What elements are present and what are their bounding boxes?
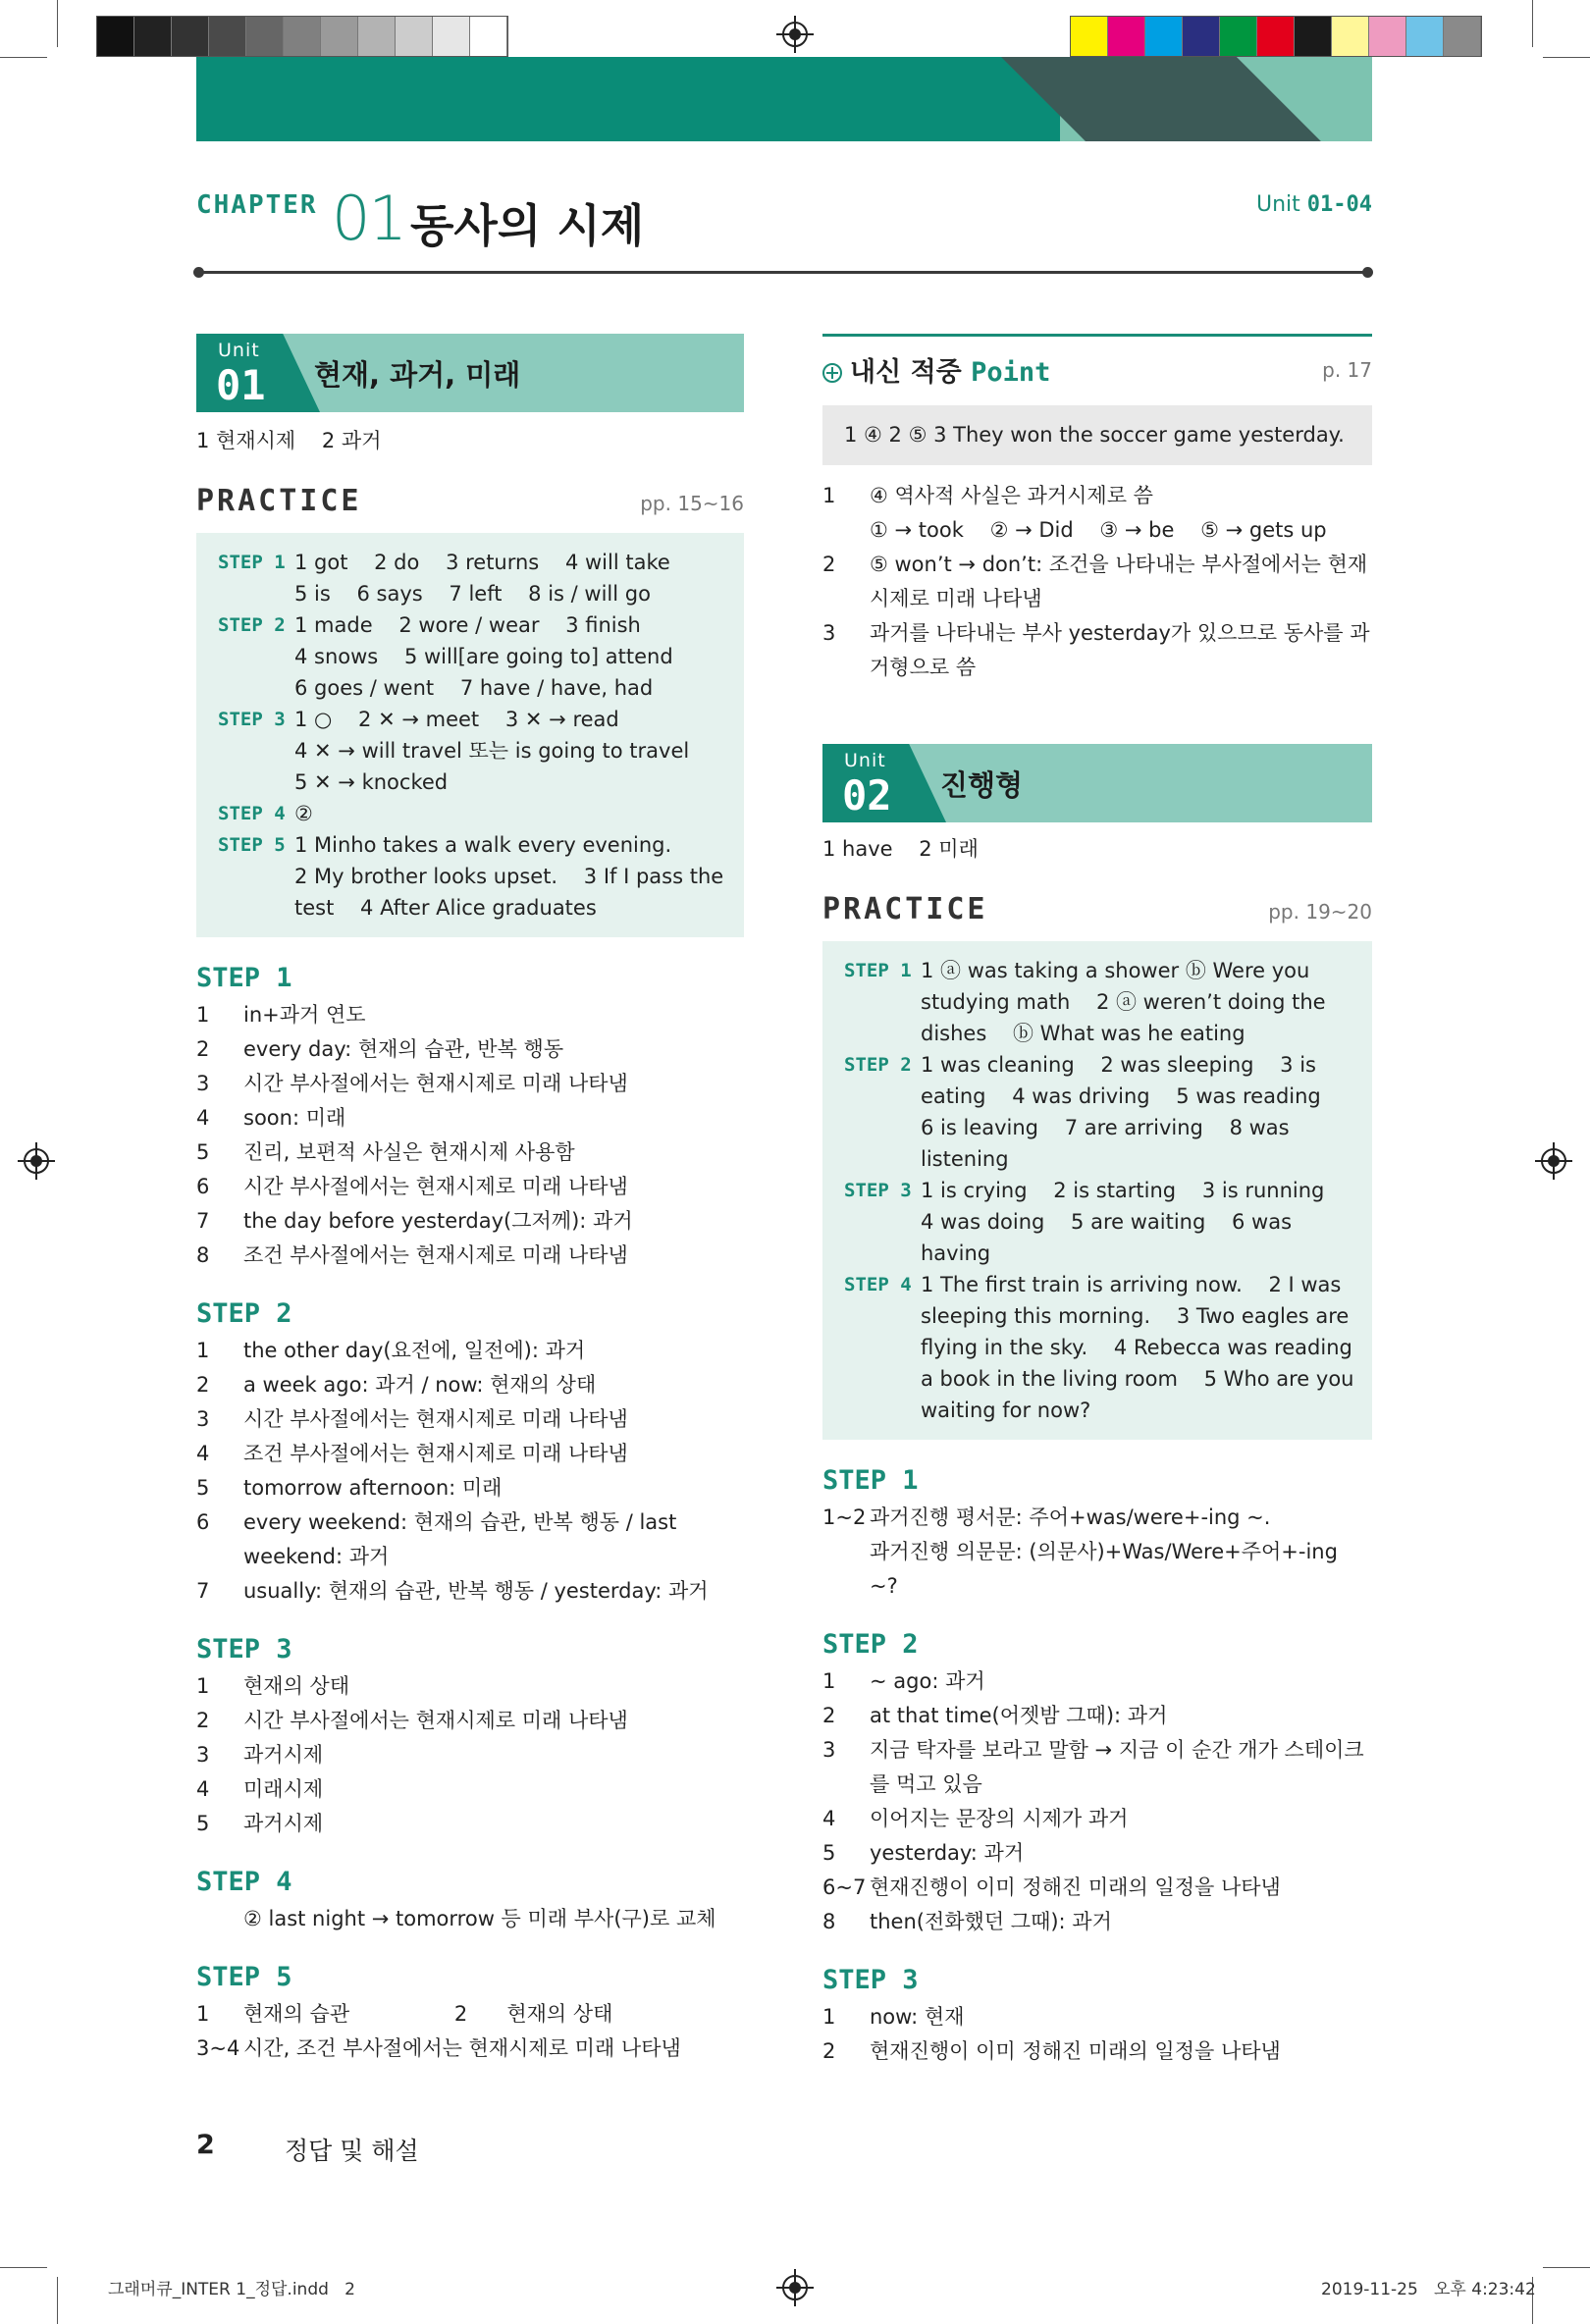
step-heading: STEP 5 <box>196 1962 292 1992</box>
item-text: 시간, 조건 부사절에서는 현재시제로 미래 나타냄 <box>243 2036 681 2060</box>
item-text: 시간 부사절에서는 현재시제로 미래 나타냄 <box>243 1072 628 1095</box>
item-text: 과거진행 의문문: (의문사)+Was/Were+주어+-ing ~? <box>870 1540 1345 1598</box>
chapter-number: 01 <box>332 183 405 254</box>
list-item <box>196 1136 744 1170</box>
color-swatch <box>1257 17 1295 56</box>
item-number: 5 <box>822 1841 836 1865</box>
item-text: then(전화했던 그때): 과거 <box>870 1910 1112 1933</box>
color-swatch <box>396 17 433 56</box>
practice-step <box>844 1175 1351 1269</box>
practice-step <box>844 1049 1351 1175</box>
footer-section: 정답 및 해설 <box>285 2137 419 2165</box>
registration-mark-icon <box>1541 1148 1566 1174</box>
right-column <box>822 334 1372 2069</box>
practice-step <box>218 547 722 609</box>
answer-line: eating 4 was driving 5 was reading <box>921 1084 1321 1108</box>
answer-line: having <box>921 1241 991 1265</box>
point-title-ko: 내신 적중 <box>850 357 962 388</box>
item-number: 8 <box>196 1243 210 1267</box>
answer-line: flying in the sky. 4 Rebecca was reading <box>921 1336 1352 1359</box>
practice-answer-box <box>196 533 744 937</box>
answer-line: 5 is 6 says 7 left 8 is / will go <box>294 582 651 606</box>
step-answers <box>294 609 722 704</box>
answer-line: 1 Minho takes a walk every evening. <box>294 833 672 857</box>
item-text: usually: 현재의 습관, 반복 행동 / yesterday: 과거 <box>243 1579 709 1603</box>
header-band <box>196 57 1372 141</box>
answer-line: 1 is crying 2 is starting 3 is running <box>921 1179 1325 1202</box>
list-item <box>822 479 1372 513</box>
answer-line: 2 My brother looks upset. 3 If I pass the <box>294 865 724 888</box>
color-swatch <box>1369 17 1406 56</box>
point-title-en: Point <box>971 357 1051 388</box>
item-text: a week ago: 과거 / now: 현재의 상태 <box>243 1373 597 1397</box>
color-swatch <box>1444 17 1481 56</box>
answer-line: 1 ○ 2 ✕ → meet 3 ✕ → read <box>294 708 619 731</box>
unit-word: Unit <box>218 340 260 361</box>
answer-line: 1 made 2 wore / wear 3 finish <box>294 613 641 637</box>
unit-intro: 1 현재시제 2 과거 <box>196 429 382 452</box>
item-number: 2 <box>196 1037 210 1061</box>
registration-mark-icon <box>782 22 808 47</box>
step-label: STEP 2 <box>218 614 286 636</box>
color-swatch <box>1071 17 1108 56</box>
step-answers <box>921 1269 1354 1426</box>
color-swatch <box>470 17 507 56</box>
list-item <box>196 1772 744 1807</box>
list-item <box>196 1807 744 1841</box>
item-number: 6 <box>196 1510 210 1534</box>
item-number: 3 <box>196 1743 210 1767</box>
list-item <box>196 1738 744 1772</box>
list-item <box>196 998 744 1032</box>
color-swatch <box>1406 17 1444 56</box>
list-item <box>196 1032 744 1067</box>
item-number: 1 <box>822 484 836 507</box>
color-swatch <box>246 17 284 56</box>
item-number: 8 <box>822 1910 836 1933</box>
item-text: 현재의 습관 2 현재의 상태 <box>243 2002 613 2026</box>
list-item <box>822 616 1372 685</box>
item-text: every day: 현재의 습관, 반복 행동 <box>243 1037 564 1061</box>
point-answer-box: 1 ④ 2 ⑤ 3 They won the soccer game yesterday. <box>822 405 1372 465</box>
item-number: 4 <box>196 1106 210 1130</box>
answer-line: 4 was doing 5 are waiting 6 was <box>921 1210 1293 1234</box>
item-text: ① → took ② → Did ③ → be ⑤ → gets up <box>870 518 1327 542</box>
practice-step <box>844 1269 1354 1426</box>
item-number: 3 <box>822 621 836 645</box>
practice-step <box>218 704 722 798</box>
crop-mark <box>0 57 47 58</box>
color-swatch <box>1295 17 1332 56</box>
explanation-steps <box>196 959 744 2066</box>
list-item <box>196 1402 744 1437</box>
color-swatch <box>1332 17 1369 56</box>
color-swatch <box>209 17 246 56</box>
item-number: 4 <box>822 1807 836 1830</box>
item-text: 현재의 상태 <box>243 1674 350 1698</box>
item-number: 5 <box>196 1140 210 1164</box>
item-number: 5 <box>196 1476 210 1500</box>
unit-range: Unit 01-04 <box>1255 192 1372 217</box>
step-heading: STEP 3 <box>196 1634 292 1664</box>
color-swatch <box>172 17 209 56</box>
item-number <box>822 513 870 548</box>
color-swatch <box>433 17 470 56</box>
unit-02-header <box>822 744 1372 822</box>
item-number <box>822 1535 870 1604</box>
list-item <box>822 1535 1372 1604</box>
list-item <box>822 2000 1372 2034</box>
item-text: 이어지는 문장의 시제가 과거 <box>870 1807 1129 1830</box>
answer-line: test 4 After Alice graduates <box>294 896 597 920</box>
step-heading: STEP 3 <box>822 1965 919 1995</box>
item-text: 조건 부사절에서는 현재시제로 미래 나타냄 <box>243 1442 628 1465</box>
practice-title: PRACTICE <box>196 484 362 518</box>
list-item <box>196 1437 744 1471</box>
item-text: ⑤ won’t → don’t: 조건을 나타내는 부사절에서는 현재시제로 미래 나타냄 <box>870 553 1368 610</box>
list-item <box>822 2034 1372 2069</box>
item-number: 2 <box>822 553 836 576</box>
color-swatch-bar <box>1070 16 1482 57</box>
color-swatch <box>1108 17 1145 56</box>
item-text: 현재진행이 이미 정해진 미래의 일정을 나타냄 <box>870 1875 1281 1899</box>
chapter-title: 동사의 시제 <box>410 199 645 252</box>
point-explanations <box>822 479 1372 685</box>
step-answers <box>294 547 722 609</box>
item-number <box>196 1902 243 1936</box>
step-label: STEP 1 <box>844 960 912 981</box>
list-item <box>196 1204 744 1239</box>
list-item <box>822 513 1372 548</box>
list-item <box>822 1802 1372 1836</box>
item-text: tomorrow afternoon: 미래 <box>243 1476 503 1500</box>
unit-word: Unit <box>844 750 886 771</box>
item-text: 현재진행이 이미 정해진 미래의 일정을 나타냄 <box>870 2039 1281 2063</box>
step-heading: STEP 1 <box>196 963 292 993</box>
item-text: yesterday: 과거 <box>870 1841 1025 1865</box>
item-number: 2 <box>196 1373 210 1397</box>
list-item <box>822 1733 1372 1802</box>
answer-line: listening <box>921 1147 1009 1171</box>
unit-title: 진행형 <box>940 768 1024 802</box>
item-text: every weekend: 현재의 습관, 반복 행동 / last weekend: 과거 <box>243 1510 684 1568</box>
point-header <box>822 334 1372 396</box>
item-number: 2 <box>196 1709 210 1732</box>
left-column <box>196 334 744 2066</box>
color-swatch <box>134 17 172 56</box>
step-answers <box>294 829 723 924</box>
step-heading: STEP 4 <box>196 1867 292 1897</box>
item-text: at that time(어젯밤 그때): 과거 <box>870 1704 1168 1727</box>
list-item <box>196 1471 744 1505</box>
item-number: 3 <box>196 1072 210 1095</box>
list-item <box>822 1905 1372 1939</box>
item-text: 과거시제 <box>243 1743 324 1767</box>
answer-line: waiting for now? <box>921 1399 1091 1422</box>
list-item <box>822 1836 1372 1871</box>
item-number: 6~7 <box>822 1875 867 1899</box>
answer-line: 1 was cleaning 2 was sleeping 3 is <box>921 1053 1316 1077</box>
item-text: 과거를 나타내는 부사 yesterday가 있으므로 동사를 과거형으로 씀 <box>870 621 1370 679</box>
item-number: 7 <box>196 1579 210 1603</box>
crop-mark <box>57 0 58 47</box>
answer-line: dishes ⓑ What was he eating <box>921 1022 1246 1045</box>
point-page: p. 17 <box>1322 358 1372 382</box>
item-number: 1~2 <box>822 1505 867 1529</box>
answer-line: 4 snows 5 will[are going to] attend <box>294 645 673 668</box>
practice-pages: pp. 15~16 <box>640 492 744 515</box>
step-label: STEP 1 <box>218 552 286 573</box>
item-number: 2 <box>822 1704 836 1727</box>
list-item <box>822 1699 1372 1733</box>
answer-line: 5 ✕ → knocked <box>294 770 449 794</box>
explanation-steps <box>822 1461 1372 2069</box>
color-swatch <box>97 17 134 56</box>
item-text: soon: 미래 <box>243 1106 346 1130</box>
list-item <box>196 1170 744 1204</box>
practice-header <box>196 484 744 523</box>
item-number: 1 <box>196 2002 210 2026</box>
answer-line: 4 ✕ → will travel 또는 is going to travel <box>294 739 690 763</box>
header-rule <box>199 271 1367 274</box>
item-number: 1 <box>196 1674 210 1698</box>
list-item <box>822 1501 1372 1535</box>
list-item <box>196 1239 744 1273</box>
registration-mark-icon <box>782 2275 808 2300</box>
step-answers <box>294 798 722 829</box>
crop-mark <box>1532 0 1533 47</box>
step-answers <box>921 955 1351 1049</box>
answer-line: ② <box>294 802 313 825</box>
list-item <box>196 1997 744 2032</box>
print-timestamp: 2019-11-25 오후 4:23:42 <box>1321 2280 1536 2299</box>
item-text: ② last night → tomorrow 등 미래 부사(구)로 교체 <box>243 1907 716 1930</box>
crop-mark <box>1543 2267 1590 2268</box>
color-swatch <box>284 17 321 56</box>
color-swatch <box>1183 17 1220 56</box>
item-text: 과거시제 <box>243 1812 324 1835</box>
unit-title: 현재, 과거, 미래 <box>314 358 521 392</box>
step-label: STEP 5 <box>218 834 286 856</box>
item-number: 6 <box>196 1175 210 1198</box>
practice-answer-box <box>822 941 1372 1440</box>
unit-number: 02 <box>842 771 892 819</box>
answer-line: 6 is leaving 7 are arriving 8 was <box>921 1116 1290 1139</box>
item-number: 1 <box>822 1669 836 1693</box>
crop-mark <box>0 2267 47 2268</box>
list-item <box>822 1871 1372 1905</box>
item-number: 3~4 <box>196 2036 240 2060</box>
item-number: 2 <box>822 2039 836 2063</box>
practice-step <box>218 798 722 829</box>
step-answers <box>921 1175 1351 1269</box>
practice-title: PRACTICE <box>822 892 988 926</box>
crop-mark <box>57 2277 58 2324</box>
item-number: 3 <box>196 1407 210 1431</box>
list-item <box>196 2032 744 2066</box>
step-heading: STEP 2 <box>822 1629 919 1660</box>
registration-mark-icon <box>24 1148 49 1174</box>
item-text: 시간 부사절에서는 현재시제로 미래 나타냄 <box>243 1709 628 1732</box>
answer-line: studying math 2 ⓐ weren’t doing the <box>921 990 1326 1014</box>
color-swatch <box>358 17 396 56</box>
practice-pages: pp. 19~20 <box>1268 900 1372 924</box>
page-number: 2 <box>196 2130 215 2160</box>
list-item <box>196 1334 744 1368</box>
list-item <box>196 1902 744 1936</box>
step-label: STEP 3 <box>844 1180 912 1201</box>
item-text: ④ 역사적 사실은 과거시제로 씀 <box>870 484 1153 507</box>
practice-step <box>218 829 722 924</box>
item-number: 4 <box>196 1777 210 1801</box>
list-item <box>196 1067 744 1101</box>
practice-step <box>844 955 1351 1049</box>
item-number: 1 <box>822 2005 836 2029</box>
item-text: 조건 부사절에서는 현재시제로 미래 나타냄 <box>243 1243 628 1267</box>
step-label: STEP 2 <box>844 1054 912 1076</box>
list-item <box>196 1669 744 1704</box>
chapter-label: CHAPTER <box>196 190 318 220</box>
unit-01-header <box>196 334 744 412</box>
crop-mark <box>1543 57 1590 58</box>
color-swatch <box>321 17 358 56</box>
item-text: the other day(요전에, 일전에): 과거 <box>243 1339 586 1362</box>
step-label: STEP 4 <box>218 803 286 824</box>
color-swatch <box>1145 17 1183 56</box>
step-label: STEP 4 <box>844 1274 912 1295</box>
item-number: 5 <box>196 1812 210 1835</box>
answer-line: 1 got 2 do 3 returns 4 will take <box>294 551 670 574</box>
item-text: 미래시제 <box>243 1777 324 1801</box>
item-number: 4 <box>196 1442 210 1465</box>
item-text: 과거진행 평서문: 주어+was/were+-ing ~. <box>870 1505 1271 1529</box>
practice-step <box>218 609 722 704</box>
item-text: now: 현재 <box>870 2005 965 2029</box>
unit-number: 01 <box>216 361 266 409</box>
item-text: ~ ago: 과거 <box>870 1669 985 1693</box>
item-text: the day before yesterday(그저께): 과거 <box>243 1209 633 1233</box>
step-label: STEP 3 <box>218 709 286 730</box>
item-text: 시간 부사절에서는 현재시제로 미래 나타냄 <box>243 1175 628 1198</box>
target-icon <box>822 363 842 383</box>
item-number: 7 <box>196 1209 210 1233</box>
answer-line: sleeping this morning. 3 Two eagles are <box>921 1304 1350 1328</box>
list-item <box>196 1101 744 1136</box>
answer-line: 6 goes / went 7 have / have, had <box>294 676 654 700</box>
step-heading: STEP 1 <box>822 1465 919 1496</box>
step-answers <box>921 1049 1351 1175</box>
answer-line: a book in the living room 5 Who are you <box>921 1367 1354 1391</box>
item-text: 진리, 보편적 사실은 현재시제 사용함 <box>243 1140 575 1164</box>
item-number: 1 <box>196 1339 210 1362</box>
item-text: 시간 부사절에서는 현재시제로 미래 나타냄 <box>243 1407 628 1431</box>
color-swatch <box>1220 17 1257 56</box>
practice-header <box>822 892 1372 931</box>
step-heading: STEP 2 <box>196 1298 292 1329</box>
list-item <box>196 1574 744 1609</box>
answer-line: 1 The first train is arriving now. 2 I was <box>921 1273 1342 1296</box>
list-item <box>822 548 1372 616</box>
item-text: in+과거 연도 <box>243 1003 366 1027</box>
gray-swatch-bar <box>96 16 508 57</box>
list-item <box>196 1368 744 1402</box>
answer-line: 1 ⓐ was taking a shower ⓑ Were you <box>921 959 1310 982</box>
step-answers <box>294 704 722 798</box>
list-item <box>822 1664 1372 1699</box>
list-item <box>196 1505 744 1574</box>
item-number: 1 <box>196 1003 210 1027</box>
item-number: 3 <box>822 1738 836 1762</box>
unit-intro: 1 have 2 미래 <box>822 837 979 861</box>
item-text: 지금 탁자를 보라고 말함 → 지금 이 순간 개가 스테이크를 먹고 있음 <box>870 1738 1364 1796</box>
list-item <box>196 1704 744 1738</box>
file-slug: 그래머큐_INTER 1_정답.indd 2 <box>108 2280 355 2299</box>
